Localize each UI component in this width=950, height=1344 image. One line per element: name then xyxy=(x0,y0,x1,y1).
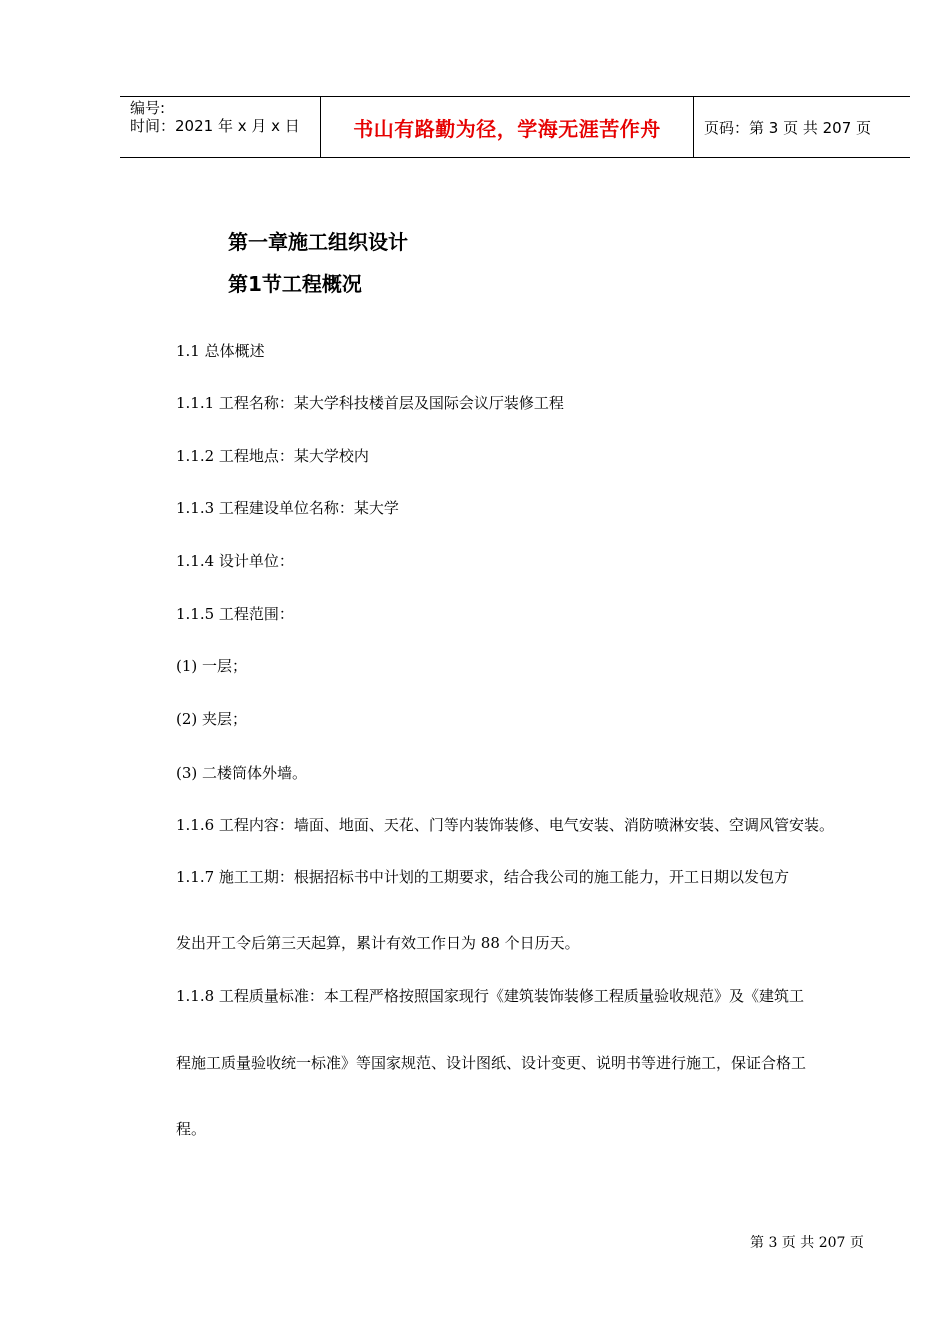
body-line: 1.1.7 施工工期：根据招标书中计划的工期要求，结合我公司的施工能力，开工日期以发包方 xyxy=(176,868,789,886)
body-line: 1.1.5 工程范围： xyxy=(176,605,294,623)
number-label: 编号: xyxy=(130,99,166,117)
page-footer: 第 3 页 共 207 页 xyxy=(750,1235,864,1251)
page-header xyxy=(120,96,910,158)
chapter-title: 第一章施工组织设计 xyxy=(228,230,408,254)
body-line: 1.1.8 工程质量标准：本工程严格按照国家现行《建筑装饰装修工程质量验收规范》及《建筑工 xyxy=(176,987,804,1005)
motto: 书山有路勤为径，学海无涯苦作舟 xyxy=(353,116,661,141)
body-line: 1.1.1 工程名称：某大学科技楼首层及国际会议厅装修工程 xyxy=(176,394,564,412)
header-meta xyxy=(120,97,321,157)
page-label: 页码：第 3 页 共 207 页 xyxy=(704,118,872,137)
body-line: (2) 夹层； xyxy=(176,710,248,728)
body-line: 1.1.6 工程内容：墙面、地面、天花、门等内装饰装修、电气安装、消防喷淋安装、空调风管安装。 xyxy=(176,816,834,834)
body-line: 1.1.2 工程地点：某大学校内 xyxy=(176,447,369,465)
section-title: 第1节工程概况 xyxy=(228,272,362,296)
body-line: (3) 二楼筒体外墙。 xyxy=(176,764,308,782)
body-line: 1.1.3 工程建设单位名称：某大学 xyxy=(176,499,399,517)
body-line: 发出开工令后第三天起算，累计有效工作日为 88 个日历天。 xyxy=(176,934,580,952)
header-page-cell xyxy=(694,97,910,157)
header-motto-cell xyxy=(321,97,694,157)
time-label: 时间：2021 年 x 月 x 日 xyxy=(130,117,300,135)
body-line: 1.1.4 设计单位： xyxy=(176,552,294,570)
body-line: 程施工质量验收统一标准》等国家规范、设计图纸、设计变更、说明书等进行施工，保证合格工 xyxy=(176,1054,807,1072)
body-line: 程。 xyxy=(176,1120,207,1138)
body-line: (1) 一层； xyxy=(176,657,248,675)
body-line: 1.1 总体概述 xyxy=(176,342,265,360)
